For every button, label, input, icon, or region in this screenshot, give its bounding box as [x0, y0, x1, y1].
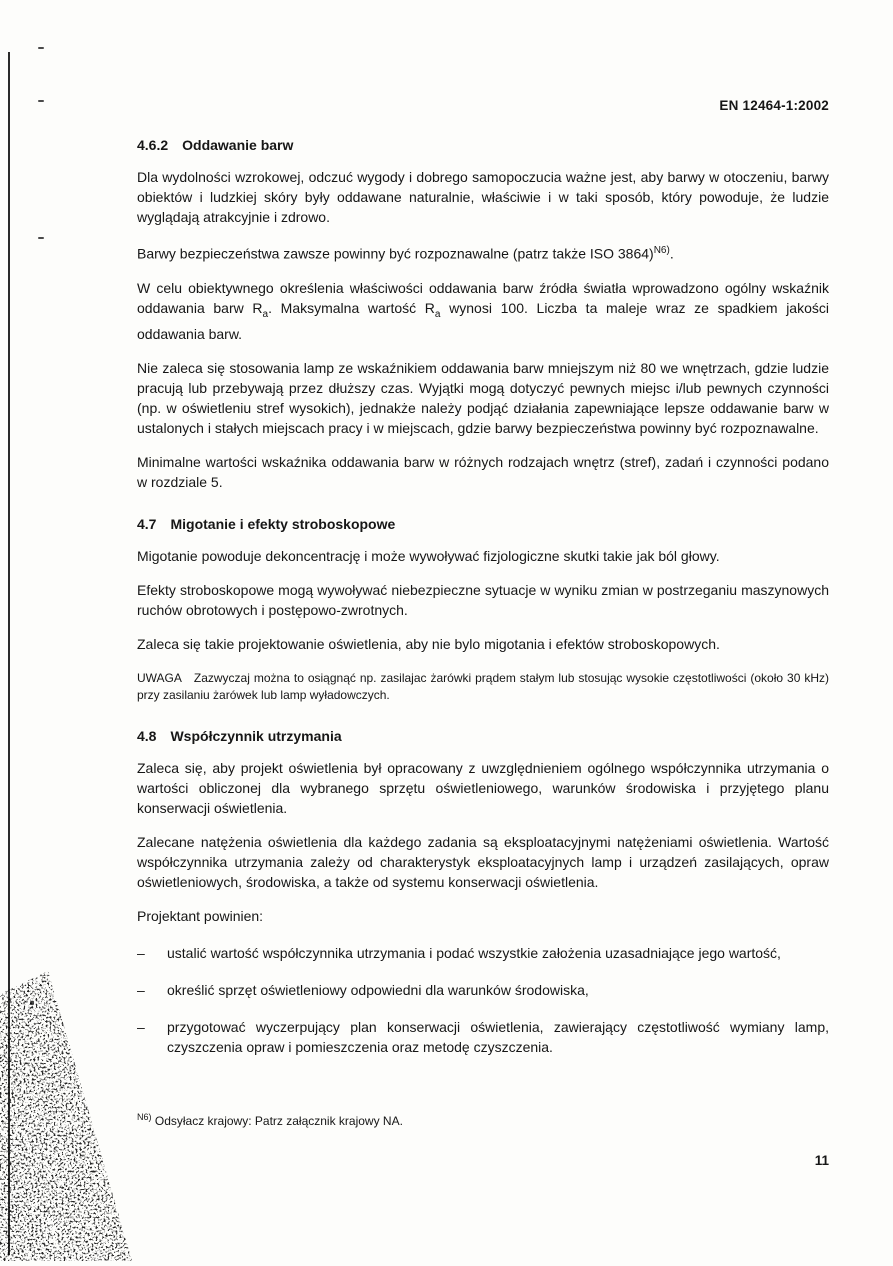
dash-bullet: –	[137, 945, 145, 962]
list-item	[137, 943, 829, 963]
paragraph: Migotanie powoduje dekoncentrację i może wywoływać fizjologiczne skutki takie jak ból głowy.	[137, 548, 720, 565]
list-item-text: ustalić wartość współczynnika utrzymania i podać wszystkie założenia uzasadniające jego wartość,	[167, 945, 781, 962]
paragraph-text: . Maksymalna wartość R	[268, 299, 435, 316]
section-title: Oddawanie barw	[182, 137, 294, 153]
paragraph-text: W celu obiektywnego określenia właściwości oddawania barw źródła światła wprowadzono ogólny wskaźnik oddawania barw R	[137, 279, 829, 316]
doc-header-standard-number: EN 12464-1:2002	[719, 98, 829, 113]
list-item-text: określić sprzęt oświetleniowy odpowiedni dla warunków środowiska,	[167, 982, 589, 999]
dash-bullet: –	[137, 1019, 145, 1036]
paragraph: Nie zaleca się stosowania lamp ze wskaźnikiem oddawania barw mniejszym niż 80 we wnętrzach, gdzie ludzie pracują lub przebywają przez dłuższy czas. Wyjątki mogą dotyczyć pewnych miejsc i/lub pewnych czynności (np. w oświetleniu stref wysokich), jednakże należy podjąć działania zapewniające lepsze oddawanie barw w ustalonych i stałych miejscach pracy i w miejscach, gdzie barwy bezpieczeństwa powinny być rozpoznawalne.	[137, 360, 829, 437]
section-number: 4.7	[137, 516, 157, 533]
footnote-text: Odsyłacz krajowy: Patrz załącznik krajowy NA.	[154, 1114, 403, 1129]
subscript: a	[434, 308, 441, 320]
footnote-marker: N6)	[137, 1112, 152, 1123]
pen-mark	[38, 47, 44, 49]
subscript: a	[262, 308, 269, 320]
note-paragraph	[137, 670, 829, 704]
paragraph: Efekty stroboskopowe mogą wywoływać niebezpieczne sytuacje w wyniku zmian w postrzeganiu maszynowych ruchów obrotowych i postępowo-zwrotnych.	[137, 582, 829, 619]
list-item	[137, 1017, 829, 1057]
paragraph: Zaleca się takie projektowanie oświetlenia, aby nie bylo migotania i efektów stroboskopowych.	[137, 636, 720, 653]
paragraph-text: Barwy bezpieczeństwa zawsze powinny być rozpoznawalne (patrz także ISO 3864)	[137, 245, 654, 262]
paragraph: Zalecane natężenia oświetlenia dla każdego zadania są eksploatacyjnymi natężeniami oświetlenia. Wartość współczynnika utrzymania zależy od charakterystyk eksploatacyjnych lamp i urządzeń zasilających, opraw oświetleniowych, środowiska, a także od systemu konserwacji oświetlenia.	[137, 834, 829, 891]
paragraph: Zaleca się, aby projekt oświetlenia był opracowany z uwzględnieniem ogólnego współczynnika utrzymania o wartości obliczonej dla wybranego sprzętu oświetleniowego, warunków środowiska i przyjętego planu konserwacji oświetlenia.	[137, 760, 829, 817]
section-number: 4.6.2	[137, 137, 169, 153]
section-heading-4-7	[137, 516, 829, 532]
section-title: Współczynnik utrzymania	[170, 728, 342, 745]
section-heading-4-6-2	[137, 137, 829, 153]
note-text: Zazwyczaj można to osiągnąć np. zasilajac żarówki prądem stałym lub stosując wysokie częstotliwości (około 30 kHz) przy zasilaniu żarówek lub lamp wyładowczych.	[137, 671, 829, 703]
note-label: UWAGA	[137, 671, 182, 686]
section-number: 4.8	[137, 728, 157, 745]
footnote-reference: N6)	[653, 245, 670, 256]
paragraph: Projektant powinien:	[137, 908, 264, 925]
noise-texture	[0, 971, 150, 1261]
footnote	[137, 1109, 829, 1129]
pen-mark	[38, 237, 44, 239]
section-title: Migotanie i efekty stroboskopowe	[170, 516, 396, 533]
document-page	[137, 98, 829, 1168]
paragraph-text: .	[669, 245, 674, 262]
dash-bullet: –	[137, 982, 145, 999]
scan-noise	[0, 971, 150, 1261]
paragraph: Dla wydolności wzrokowej, odczuć wygody i dobrego samopoczucia ważne jest, aby barwy w otoczeniu, barwy obiektów i ludzkiej skóry były oddawane naturalnie, właściwie i w taki sposób, który powoduje, że ludzie wyglądają atrakcyjnie i zdrowo.	[137, 169, 829, 225]
page-number: 11	[814, 1153, 829, 1169]
pen-mark	[38, 100, 44, 102]
paragraph: Minimalne wartości wskaźnika oddawania barw w różnych rodzajach wnętrz (stref), zadań i czynności podano w rozdziale 5.	[137, 454, 829, 491]
paragraph	[137, 241, 829, 264]
list-item	[137, 980, 829, 1000]
paragraph-text: wynosi 100. Liczba ta maleje wraz ze spadkiem jakości oddawania barw.	[137, 299, 829, 343]
paragraph	[137, 278, 829, 345]
section-heading-4-8	[137, 728, 829, 744]
list-item-text: przygotować wyczerpujący plan konserwacji oświetlenia, zawierający częstotliwość wymiany lamp, czyszczenia opraw i pomieszczenia oraz metodę czyszczenia.	[167, 1019, 829, 1056]
